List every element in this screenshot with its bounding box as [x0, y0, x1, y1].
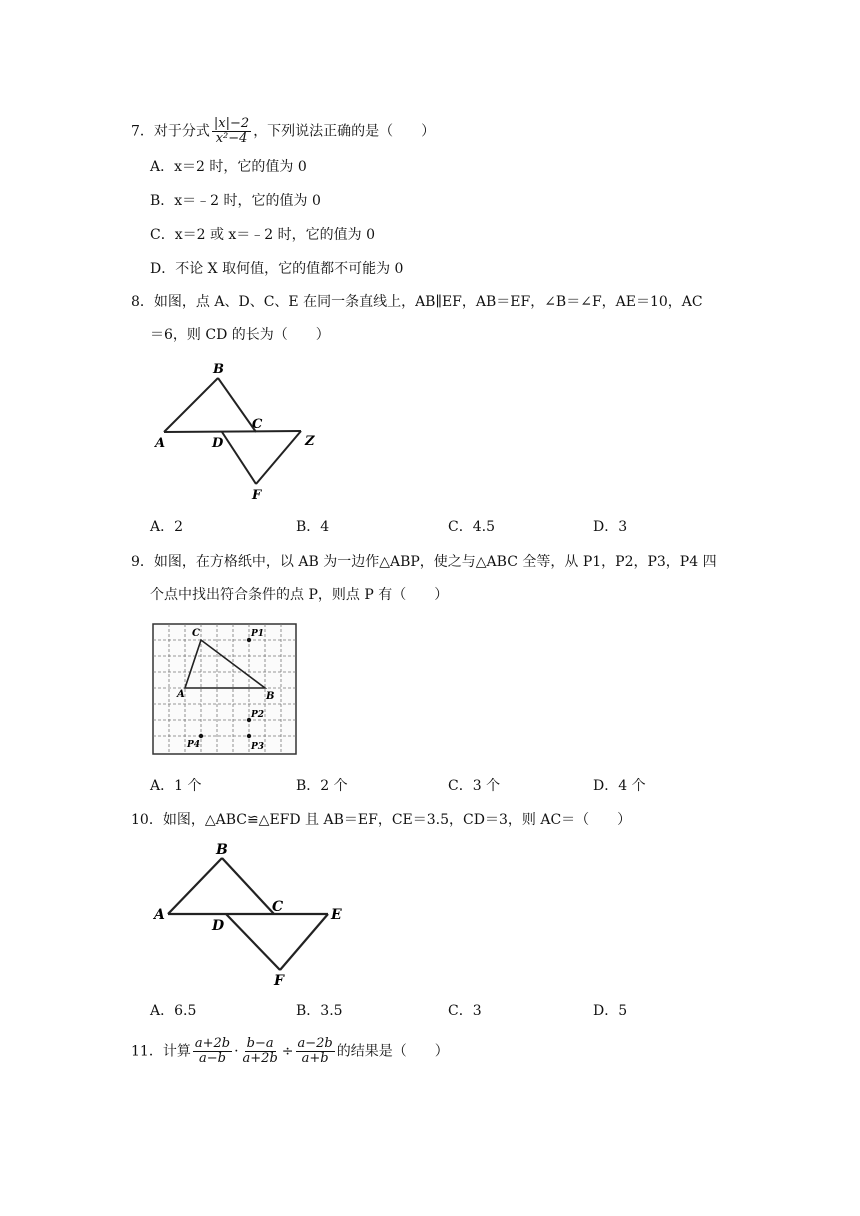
q8-label-c: C [252, 417, 263, 432]
q9-option-d[interactable]: D．4 个 [593, 778, 646, 794]
q11-fraction-1 [193, 1037, 232, 1066]
q11-fraction-2 [241, 1037, 280, 1066]
q7-option-d[interactable]: D．不论 X 取何值，它的值都不可能为 0 [150, 261, 404, 277]
q9-label-p1: P1 [251, 629, 265, 639]
q8-text-line2: ＝6，则 CD 的长为（ ） [150, 327, 330, 343]
q9-point-p4 [199, 734, 203, 738]
q10-figure [150, 842, 360, 992]
q9-option-a[interactable]: A．1 个 [150, 778, 202, 794]
q11-suffix: 的结果是（ ） [336, 1043, 449, 1060]
q10-label-a: A [154, 907, 165, 923]
q10-text-line1: 10．如图，△ABC≌△EFD 且 AB＝EF，CE＝3.5，CD＝3，则 AC＝（ ） [131, 812, 632, 828]
q8-figure [150, 358, 330, 503]
q11-div: ÷ [281, 1043, 294, 1060]
q11-f2-denominator: a+2b [242, 1051, 278, 1066]
q10-label-f: F [274, 973, 284, 989]
q8-option-c[interactable]: C．4.5 [448, 519, 495, 535]
q7-suffix: ，下列说法正确的是（ ） [253, 123, 436, 140]
q11-f2-numerator: b−a [246, 1036, 274, 1051]
q11-f1-numerator: a+2b [194, 1036, 231, 1051]
q7-frac-denominator: x²−4 [215, 131, 248, 146]
q9-label-p3: P3 [251, 742, 265, 752]
q8-label-z: Z [305, 434, 315, 449]
q7-prefix: 对于分式 [153, 123, 210, 140]
q7-number: 7． [131, 123, 154, 140]
q9-option-b[interactable]: B．2 个 [296, 778, 348, 794]
q10-label-d: D [212, 918, 225, 934]
q9-text-line2: 个点中找出符合条件的点 P，则点 P 有（ ） [150, 587, 449, 603]
q8-option-b[interactable]: B．4 [296, 519, 330, 535]
q9-label-p4: P4 [187, 740, 201, 750]
q7-option-a[interactable]: A．x＝2 时，它的值为 0 [150, 159, 307, 175]
q10-label-e: E [331, 907, 342, 923]
q11-f3-denominator: a+b [301, 1051, 329, 1066]
q7-fraction [212, 117, 251, 146]
q10-label-b: B [216, 842, 228, 858]
q7-option-b[interactable]: B．x＝﹣2 时，它的值为 0 [150, 193, 321, 209]
q10-option-c[interactable]: C．3 [448, 1003, 482, 1019]
q8-label-d: D [212, 436, 224, 451]
q10-option-b[interactable]: B．3.5 [296, 1003, 343, 1019]
q9-point-p3 [247, 734, 251, 738]
q11-f3-numerator: a−2b [297, 1036, 333, 1051]
q9-label-b: B [266, 691, 275, 702]
q7-frac-numerator: |x|−2 [213, 116, 250, 131]
q7-option-c[interactable]: C．x＝2 或 x＝﹣2 时，它的值为 0 [150, 227, 376, 243]
q9-label-a: A [177, 689, 185, 700]
q10-option-a[interactable]: A．6.5 [150, 1003, 197, 1019]
q8-option-a[interactable]: A．2 [150, 519, 184, 535]
q9-label-c: C [192, 628, 200, 639]
q11-f1-denominator: a−b [198, 1051, 226, 1066]
q9-label-p2: P2 [251, 710, 265, 720]
q8-label-f: F [252, 488, 262, 503]
q11-fraction-3 [296, 1037, 335, 1066]
q11-prefix: 11．计算 [131, 1043, 191, 1060]
q8-option-d[interactable]: D．3 [593, 519, 628, 535]
q10-option-d[interactable]: D．5 [593, 1003, 628, 1019]
q9-option-c[interactable]: C．3 个 [448, 778, 501, 794]
q8-label-b: B [213, 362, 224, 377]
question-11 [131, 1037, 449, 1066]
q10-label-c: C [272, 899, 284, 915]
question-7 [131, 117, 435, 146]
q9-grid-figure [150, 621, 300, 757]
q11-dot: · [234, 1043, 239, 1060]
q8-text-line1: 8．如图，点 A、D、C、E 在同一条直线上，AB∥EF，AB＝EF，∠B＝∠F，AE＝10，AC [131, 294, 703, 310]
q9-text-line1: 9．如图，在方格纸中，以 AB 为一边作△ABP，使之与△ABC 全等，从 P1，P2，P3，P4 四 [131, 554, 717, 570]
q8-label-a: A [155, 436, 166, 451]
